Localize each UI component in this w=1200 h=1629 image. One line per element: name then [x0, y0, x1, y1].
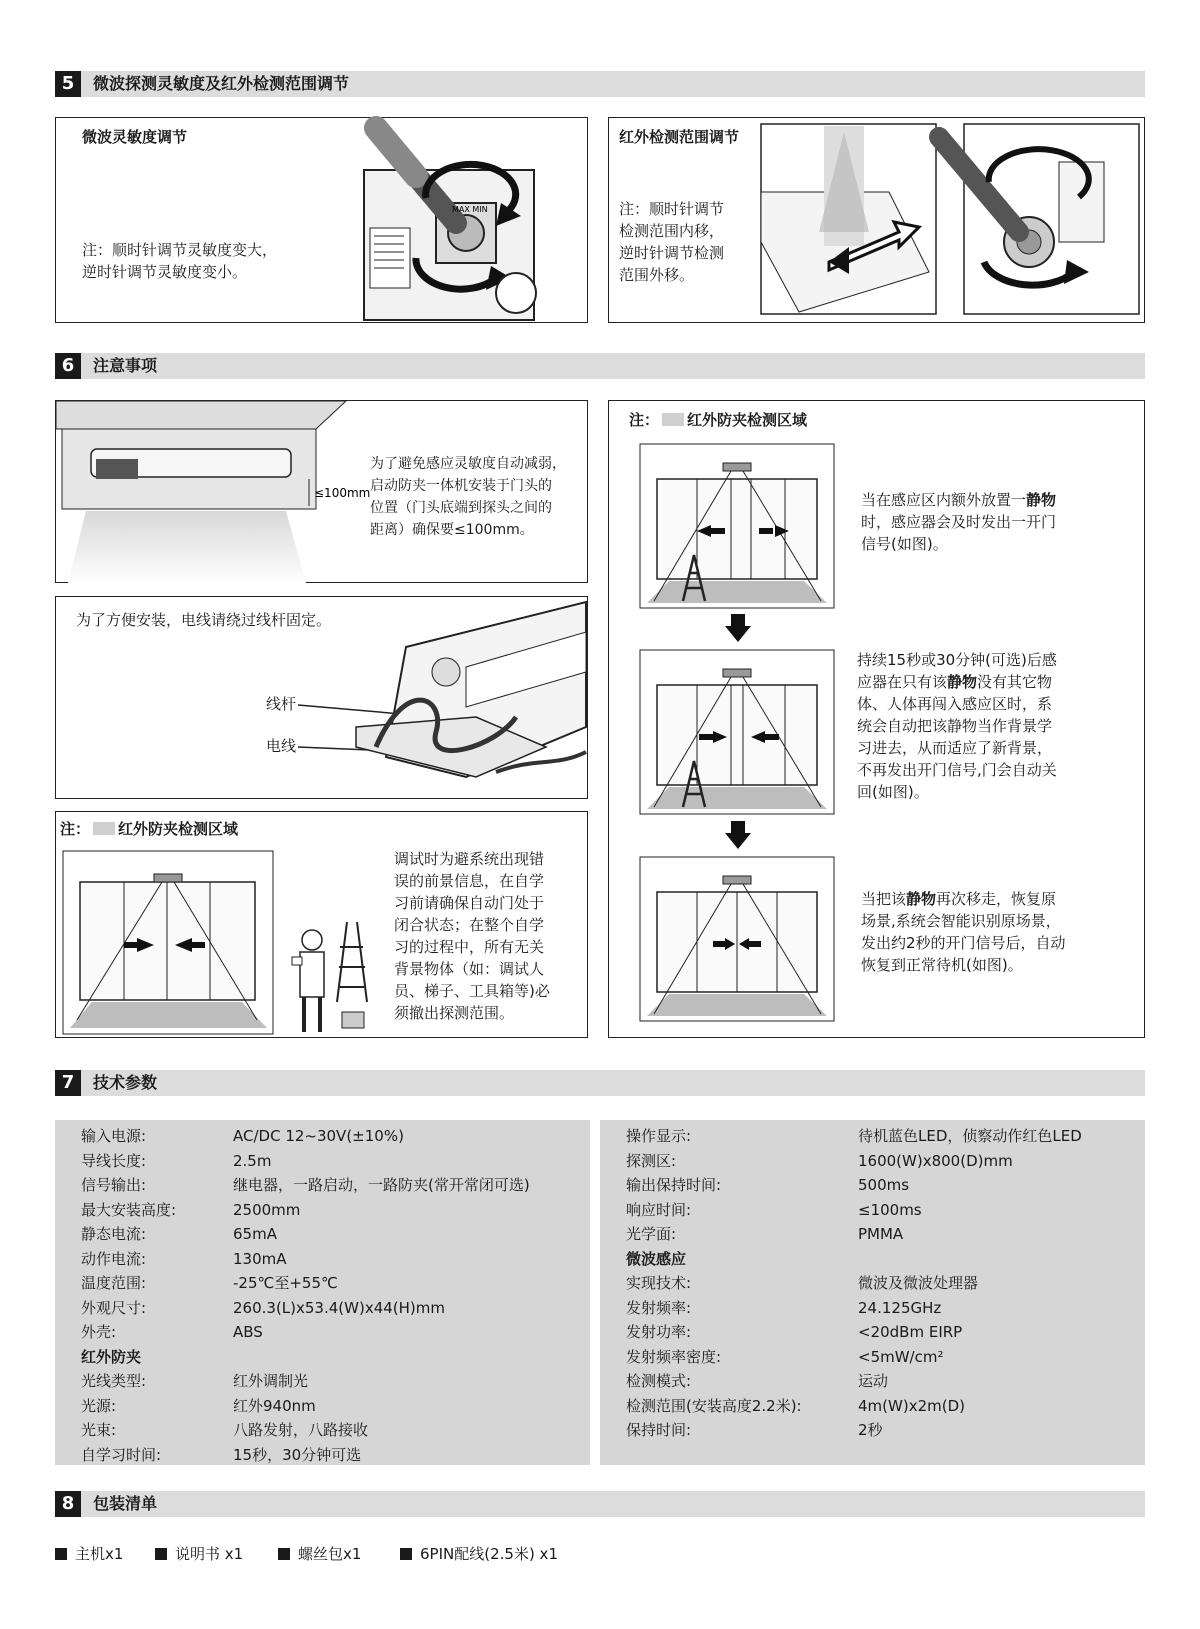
install-height-panel: [55, 400, 588, 583]
spec-row: [55, 1320, 590, 1345]
spec-key: 发射频率密度:: [626, 1347, 722, 1366]
panel-heading: 红外检测范围调节: [619, 128, 740, 146]
install-text: 距离）确保要≤100mm。: [370, 522, 534, 538]
spec-value: 500ms: [858, 1176, 910, 1194]
spec-key: 输出保持时间:: [626, 1176, 722, 1194]
section-8-header: [55, 1491, 1145, 1517]
panel-heading: 微波灵敏度调节: [82, 128, 188, 146]
dial-label: MAX MIN: [452, 205, 488, 214]
scene-1-illustration: [639, 443, 835, 609]
section-number: 5: [55, 71, 81, 97]
spec-row: [600, 1173, 1145, 1198]
spec-row: [55, 1173, 590, 1198]
section-title: 技术参数: [93, 1073, 158, 1092]
spec-row: [600, 1345, 1145, 1370]
note-line: 范围外移。: [619, 266, 695, 284]
spec-value: 15秒，30分钟可选: [233, 1445, 362, 1464]
spec-value: 2.5m: [233, 1151, 272, 1170]
arrow-down-icon: [725, 821, 751, 849]
self-learning-panel: [608, 400, 1145, 1038]
spec-value: 65mA: [233, 1225, 277, 1243]
scene-text-line: 体、人体再闯入感应区时，系: [857, 695, 1053, 713]
note-line: 注：顺时针调节灵敏度变大，: [82, 241, 278, 259]
wire-text: 为了方便安装，电线请绕过线杆固定。: [76, 611, 332, 629]
spec-value: 4m(W)x2m(D): [858, 1396, 965, 1415]
spec-value: <5mW/cm²: [858, 1347, 944, 1366]
note-line: 逆时针调节灵敏度变小。: [82, 263, 248, 281]
scene-text-line: [861, 489, 1056, 511]
debug-line: 习前请确保自动门处于: [394, 894, 545, 912]
spec-table-left: [55, 1120, 590, 1465]
spec-row: [55, 1296, 590, 1321]
spec-row: [600, 1394, 1145, 1419]
debug-line: 习的过程中，所有无关: [394, 938, 545, 956]
section-7-header: [55, 1070, 1145, 1096]
spec-value: 2秒: [858, 1421, 883, 1439]
bullet-square-icon: [400, 1548, 412, 1560]
door-header-illustration: [56, 401, 371, 583]
scene-text-line: 场景,系统会智能识别原场景，: [861, 912, 1061, 930]
spec-value: 继电器，一路启动，一路防夹(常开常闭可选): [233, 1176, 530, 1194]
section-number: 7: [55, 1070, 81, 1096]
spec-row: [600, 1320, 1145, 1345]
debug-note-panel: [55, 811, 588, 1038]
spec-value: PMMA: [858, 1225, 904, 1243]
note-line: 逆时针调节检测: [619, 244, 725, 262]
screwdriver-dial-illustration: [356, 118, 586, 322]
spec-key: 保持时间:: [626, 1421, 692, 1439]
bold-term: 静物: [947, 673, 978, 691]
scene-text-line: 恢复到正常待机(如图)。: [861, 956, 1023, 974]
spec-key: 发射功率:: [626, 1323, 692, 1341]
spec-row: [55, 1394, 590, 1419]
rod-label: 线杆: [266, 695, 297, 713]
scene-text-line: 持续15秒或30分钟(可选)后感: [857, 651, 1057, 669]
spec-value: 24.125GHz: [858, 1298, 942, 1317]
section-title: 微波探测灵敏度及红外检测范围调节: [93, 74, 350, 93]
spec-row: [55, 1124, 590, 1149]
spec-value: AC/DC 12~30V(±10%): [233, 1127, 404, 1145]
spec-group-heading: 微波感应: [626, 1249, 687, 1268]
bold-term: 静物: [1026, 491, 1057, 509]
spec-value: 2500mm: [233, 1200, 301, 1219]
spec-key: 光源:: [81, 1396, 117, 1415]
install-text: 为了避免感应灵敏度自动减弱，: [370, 456, 566, 472]
debug-line: 背景物体（如：调试人: [394, 960, 545, 978]
spec-value: <20dBm EIRP: [858, 1323, 963, 1341]
spec-key: 发射频率:: [626, 1298, 692, 1317]
debug-line: 员、梯子、工具箱等)必: [394, 982, 550, 1000]
wire-routing-illustration: [296, 597, 588, 799]
spec-key: 最大安装高度:: [81, 1200, 177, 1219]
spec-row: [600, 1271, 1145, 1296]
spec-key: 输入电源:: [81, 1127, 147, 1145]
spec-value: ≤100ms: [858, 1200, 922, 1219]
bullet-square-icon: [278, 1548, 290, 1560]
spec-key: 光束:: [81, 1421, 117, 1439]
spec-row: [600, 1149, 1145, 1174]
debug-line: 须撤出探测范围。: [394, 1004, 515, 1022]
spec-row: [600, 1198, 1145, 1223]
scene-text-line: [857, 671, 1052, 693]
text-run: 当在感应区内额外放置一: [861, 491, 1027, 509]
ir-range-panel: [608, 117, 1145, 323]
install-text: 启动防夹一体机安装于门头的: [370, 478, 552, 494]
section-title: 注意事项: [93, 356, 158, 375]
spec-row: [600, 1247, 1145, 1272]
scene-3-illustration: [639, 856, 835, 1022]
spec-key: 外壳:: [81, 1323, 117, 1341]
wire-routing-panel: [55, 596, 588, 799]
spec-row: [600, 1124, 1145, 1149]
scene-text-line: 发出约2秒的开门信号后，自动: [861, 934, 1066, 952]
spec-group-heading: 红外防夹: [81, 1347, 142, 1366]
spec-value: 运动: [858, 1372, 889, 1390]
package-item-label: 说明书 x1: [175, 1545, 244, 1563]
spec-row: [55, 1149, 590, 1174]
spec-row: [55, 1222, 590, 1247]
text-run: 没有其它物: [977, 673, 1053, 691]
debug-line: 闭合状态；在整个自学: [394, 916, 545, 934]
spec-row: [55, 1443, 590, 1468]
legend-note: [629, 409, 807, 431]
spec-row: [600, 1418, 1145, 1443]
package-item: [278, 1542, 361, 1566]
spec-value: 八路发射，八路接收: [233, 1421, 369, 1439]
note-line: 注：顺时针调节: [619, 200, 725, 218]
section-5-header: [55, 71, 1145, 97]
spec-key: 检测模式:: [626, 1372, 692, 1390]
spec-key: 信号输出:: [81, 1176, 147, 1194]
legend-prefix: 注：: [629, 411, 660, 429]
spec-key: 检测范围(安装高度2.2米):: [626, 1396, 802, 1415]
package-item: [155, 1542, 243, 1566]
spec-key: 响应时间:: [626, 1200, 692, 1219]
spec-row: [55, 1271, 590, 1296]
section-title: 包装清单: [93, 1494, 158, 1513]
section-6-header: [55, 353, 1145, 379]
spec-value: 130mA: [233, 1249, 287, 1268]
spec-key: 自学习时间:: [81, 1445, 162, 1464]
spec-key: 探测区:: [626, 1151, 677, 1170]
spec-key: 温度范围:: [81, 1274, 147, 1292]
scene-2-illustration: [639, 649, 835, 815]
spec-key: 实现技术:: [626, 1274, 692, 1292]
spec-row: [55, 1345, 590, 1370]
spec-value: ABS: [233, 1323, 263, 1341]
wire-label: 电线: [266, 737, 297, 755]
package-item: [400, 1542, 558, 1566]
spec-row: [600, 1296, 1145, 1321]
package-item: [55, 1542, 123, 1566]
package-item-label: 主机x1: [75, 1545, 124, 1563]
scene-text-line: 统会自动把该静物当作背景学: [857, 717, 1053, 735]
spec-key: 操作显示:: [626, 1127, 692, 1145]
package-item-label: 6PIN配线(2.5米) x1: [420, 1545, 558, 1563]
legend-prefix: 注：: [60, 820, 91, 838]
spec-key: 光线类型:: [81, 1372, 147, 1390]
section-number: 6: [55, 353, 81, 379]
spec-row: [55, 1198, 590, 1223]
scene-text-line: 不再发出开门信号,门会自动关: [857, 761, 1057, 779]
spec-key: 动作电流:: [81, 1249, 147, 1268]
microwave-sensitivity-panel: [55, 117, 588, 323]
text-run: 再次移走，恢复原: [936, 890, 1057, 908]
spec-value: 260.3(L)x53.4(W)x44(H)mm: [233, 1298, 445, 1317]
legend-label: 红外防夹检测区域: [687, 411, 808, 429]
spec-row: [600, 1222, 1145, 1247]
technician-ladder-illustration: [292, 912, 382, 1037]
legend-swatch: [662, 413, 684, 426]
spec-value: 1600(W)x800(D)mm: [858, 1151, 1013, 1170]
legend-note: [60, 818, 238, 840]
spec-key: 静态电流:: [81, 1225, 147, 1243]
bullet-square-icon: [55, 1548, 67, 1560]
spec-key: 外观尺寸:: [81, 1298, 147, 1317]
scene-text-line: 习进去，从而适应了新背景，: [857, 739, 1053, 757]
spec-value: 红外调制光: [233, 1372, 309, 1390]
ir-range-illustration: [759, 122, 1144, 320]
package-item-label: 螺丝包x1: [298, 1545, 362, 1563]
dimension-label: ≤100mm: [314, 486, 371, 500]
scene-text-line: 时，感应器会及时发出一开门: [861, 513, 1057, 531]
spec-row: [55, 1418, 590, 1443]
scene-text-line: 信号(如图)。: [861, 535, 948, 553]
debug-line: 调试时为避系统出现错: [394, 850, 545, 868]
spec-key: 导线长度:: [81, 1151, 147, 1170]
spec-value: -25℃至+55℃: [233, 1274, 338, 1292]
spec-row: [55, 1369, 590, 1394]
text-run: 应器在只有该: [857, 673, 948, 691]
spec-key: 光学面:: [626, 1225, 677, 1243]
text-run: 当把该: [861, 890, 907, 908]
spec-value: 微波及微波处理器: [858, 1274, 979, 1292]
door-detection-illustration: [62, 850, 274, 1035]
spec-value: 红外940nm: [233, 1396, 316, 1415]
spec-row: [600, 1369, 1145, 1394]
arrow-down-icon: [725, 614, 751, 642]
bold-term: 静物: [906, 890, 937, 908]
section-number: 8: [55, 1491, 81, 1517]
legend-swatch: [93, 822, 115, 835]
bullet-square-icon: [155, 1548, 167, 1560]
legend-label: 红外防夹检测区域: [118, 820, 239, 838]
spec-value: 待机蓝色LED，侦察动作红色LED: [858, 1127, 1082, 1145]
install-text: 位置（门头底端到探头之间的: [370, 500, 552, 516]
spec-row: [55, 1247, 590, 1272]
note-line: 检测范围内移，: [619, 222, 725, 240]
scene-text-line: 回(如图)。: [857, 783, 929, 801]
debug-line: 误的前景信息，在自学: [394, 872, 545, 890]
scene-text-line: [861, 888, 1056, 910]
spec-table-right: [600, 1120, 1145, 1465]
